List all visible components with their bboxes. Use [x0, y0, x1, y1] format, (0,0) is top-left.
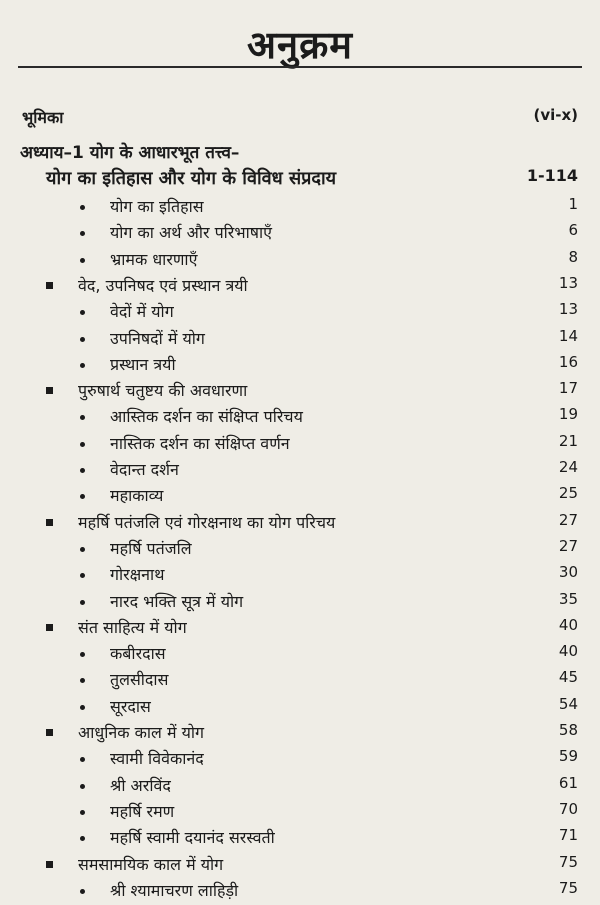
- toc-entry: [0, 616, 600, 642]
- toc-entry-label: नास्तिक दर्शन का संक्षिप्त वर्णन: [110, 433, 290, 453]
- chapter-pages: 1-114: [526, 166, 578, 185]
- dot-bullet-icon: [80, 810, 85, 815]
- dot-bullet-icon: [80, 705, 85, 710]
- toc-entry: [0, 195, 600, 221]
- chapter-heading-line1: [0, 140, 600, 166]
- toc-entry: [0, 405, 600, 431]
- toc-entry-page: 58: [558, 721, 578, 739]
- toc-entry-label: गोरक्षनाथ: [110, 565, 165, 585]
- toc-entry-page: 17: [558, 379, 578, 398]
- toc-entry: [0, 879, 600, 905]
- toc-entry: [0, 379, 600, 405]
- toc-entry-label: योग का इतिहास: [110, 197, 204, 216]
- bhumika-pages: (vi-x): [533, 106, 578, 124]
- dot-bullet-icon: [80, 415, 85, 420]
- dot-bullet-icon: [80, 678, 85, 683]
- dot-bullet-icon: [80, 547, 85, 552]
- toc-entry-label: कबीरदास: [110, 644, 166, 664]
- dot-bullet-icon: [80, 442, 85, 447]
- toc-entry-label: वेद, उपनिषद एवं प्रस्थान त्रयी: [78, 275, 248, 295]
- toc-entry-label: पुरुषार्थ चतुष्टय की अवधारणा: [78, 381, 248, 401]
- title-underline: [18, 66, 582, 68]
- dot-bullet-icon: [80, 836, 85, 841]
- toc-entry: [0, 327, 600, 353]
- chapter-title-line2: योग का इतिहास और योग के विविध संप्रदाय: [46, 168, 337, 189]
- toc-entry-page: 16: [558, 352, 578, 371]
- toc-entry-page: 45: [558, 668, 578, 687]
- toc-entry: [0, 695, 600, 721]
- toc-entry: [0, 432, 600, 458]
- toc-entry-label: श्री अरविंद: [110, 775, 171, 795]
- square-bullet-icon: [46, 387, 53, 394]
- toc-entry-page: 14: [558, 326, 578, 345]
- toc-entry-label: संत साहित्य में योग: [78, 617, 187, 637]
- toc-entry-page: 61: [558, 773, 578, 792]
- toc-entry-page: 8: [568, 247, 578, 266]
- toc-entry-label: वेदान्त दर्शन: [110, 460, 179, 479]
- toc-entry-page: 6: [568, 221, 578, 240]
- toc-entry-page: 30: [558, 563, 578, 582]
- toc-entry: [0, 721, 600, 747]
- dot-bullet-icon: [80, 205, 85, 210]
- toc-entry-label: स्वामी विवेकानंद: [110, 749, 204, 769]
- dot-bullet-icon: [80, 468, 85, 473]
- toc-entry-page: 27: [558, 510, 578, 529]
- toc-entry: [0, 853, 600, 879]
- toc-entry-label: महर्षि स्वामी दयानंद सरस्वती: [110, 828, 275, 848]
- square-bullet-icon: [46, 624, 53, 631]
- toc-entry-label: महर्षि पतंजलि एवं गोरक्षनाथ का योग परिचय: [78, 512, 336, 532]
- toc-entry-page: 25: [558, 484, 578, 503]
- toc-entry-label: सूरदास: [110, 696, 151, 716]
- toc-entry-page: 59: [558, 747, 578, 766]
- toc-entry: [0, 668, 600, 694]
- dot-bullet-icon: [80, 310, 85, 315]
- toc-entry-page: 75: [558, 852, 578, 871]
- toc-entry-page: 13: [558, 273, 578, 292]
- toc-entry-page: 75: [558, 878, 578, 897]
- dot-bullet-icon: [80, 600, 85, 605]
- toc-entry: [0, 353, 600, 379]
- dot-bullet-icon: [80, 258, 85, 263]
- toc-entry-page: 70: [558, 799, 578, 818]
- toc-entry: [0, 248, 600, 274]
- dot-bullet-icon: [80, 784, 85, 789]
- toc-entry-page: 35: [558, 589, 578, 608]
- toc-entry-page: 19: [558, 405, 578, 424]
- toc-entry: [0, 511, 600, 537]
- square-bullet-icon: [46, 519, 53, 526]
- toc-entry-page: 21: [558, 431, 578, 450]
- toc-entry: [0, 642, 600, 668]
- dot-bullet-icon: [80, 231, 85, 236]
- square-bullet-icon: [46, 861, 53, 868]
- toc-entry: [0, 221, 600, 247]
- toc-entry: [0, 537, 600, 563]
- toc-entry: [0, 747, 600, 773]
- dot-bullet-icon: [80, 363, 85, 368]
- chapter-title-line1: अध्याय–1 योग के आधारभूत तत्त्व–: [20, 143, 240, 163]
- page-title: अनुक्रम: [246, 23, 354, 67]
- dot-bullet-icon: [80, 337, 85, 342]
- toc-entry-label: महर्षि पतंजलि: [110, 538, 192, 558]
- toc-entry-page: 13: [558, 300, 578, 319]
- square-bullet-icon: [46, 282, 53, 289]
- toc-entry-label: भ्रामक धारणाएँ: [110, 249, 198, 269]
- toc-entry: [0, 774, 600, 800]
- toc-entry-label: समसामयिक काल में योग: [78, 854, 224, 874]
- toc-entry-label: श्री श्यामाचरण लाहिड़ी: [110, 880, 239, 900]
- toc-entry-label: प्रस्थान त्रयी: [110, 354, 176, 374]
- dot-bullet-icon: [80, 652, 85, 657]
- toc-entry: [0, 563, 600, 589]
- toc-entry: [0, 300, 600, 326]
- toc-entry-page: 24: [558, 458, 578, 476]
- toc-entry: [0, 274, 600, 300]
- dot-bullet-icon: [80, 889, 85, 894]
- toc-entry: [0, 826, 600, 852]
- toc-entry-page: 54: [558, 694, 578, 713]
- toc-entry-page: 40: [558, 642, 578, 661]
- bhumika-label: भूमिका: [22, 108, 64, 127]
- toc-entry-label: तुलसीदास: [110, 670, 169, 690]
- toc-entry-label: योग का अर्थ और परिभाषाएँ: [110, 223, 272, 243]
- toc-entry: [0, 458, 600, 484]
- toc-entry-label: उपनिषदों में योग: [110, 328, 205, 348]
- toc-entry-label: नारद भक्ति सूत्र में योग: [110, 591, 244, 611]
- toc-entry-label: आस्तिक दर्शन का संक्षिप्त परिचय: [110, 407, 303, 427]
- dot-bullet-icon: [80, 494, 85, 499]
- dot-bullet-icon: [80, 573, 85, 578]
- toc-entry-page: 27: [558, 536, 578, 555]
- toc-entry-label: महाकाव्य: [110, 486, 164, 506]
- toc-entry: [0, 484, 600, 510]
- dot-bullet-icon: [80, 757, 85, 762]
- toc-entry-page: 40: [558, 615, 578, 634]
- square-bullet-icon: [46, 729, 53, 736]
- toc-entry-label: वेदों में योग: [110, 302, 174, 322]
- toc-row-bhumika: [0, 106, 600, 132]
- toc-entry: [0, 590, 600, 616]
- toc-entry-label: महर्षि रमण: [110, 801, 175, 821]
- chapter-heading-line2: [0, 166, 600, 192]
- toc-entry-page: 71: [558, 826, 578, 845]
- toc-entry: [0, 800, 600, 826]
- toc-entry-page: 1: [568, 195, 578, 213]
- toc-entry-label: आधुनिक काल में योग: [78, 723, 205, 742]
